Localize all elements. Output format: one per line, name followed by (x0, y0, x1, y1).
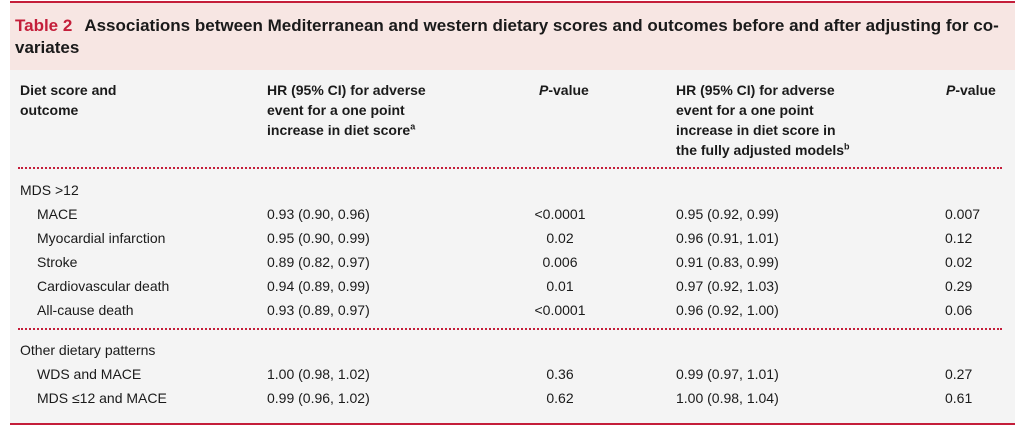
header-col2-line3-text: increase in diet score (267, 122, 411, 138)
header-col1-line1: Diet score and (20, 82, 117, 98)
bottom-rule (10, 423, 1015, 425)
table-title: Associations between Mediterranean and western dietary scores and outcomes before and after adjusting for co-variates (15, 16, 999, 57)
table-row (0, 386, 1023, 410)
row-p-value-2: 0.02 (945, 254, 973, 270)
header-col4-line4 (676, 140, 850, 160)
table-caption (15, 15, 1015, 59)
footnote-b-marker: b (844, 141, 850, 152)
section-label-other-dietary-patterns: Other dietary patterns (20, 342, 156, 358)
row-hr-unadjusted: 1.00 (0.98, 1.02) (267, 366, 370, 382)
header-col4-line3: increase in diet score in (676, 122, 836, 138)
header-diet-score-outcome (20, 80, 116, 120)
row-p-value-1: 0.006 (542, 254, 578, 270)
row-p-value-1: 0.62 (546, 390, 574, 406)
header-col2-line3 (267, 120, 426, 140)
row-hr-unadjusted: 0.93 (0.90, 0.96) (267, 206, 370, 222)
header-col4-line1: HR (95% CI) for adverse (676, 82, 835, 98)
table-label: Table 2 (15, 16, 73, 35)
row-p-value-2: 0.29 (945, 278, 973, 294)
header-p-value-2 (946, 80, 996, 100)
header-col4-line4-text: the fully adjusted models (676, 142, 845, 158)
row-outcome: Myocardial infarction (37, 230, 166, 246)
row-hr-adjusted: 0.96 (0.91, 1.01) (676, 230, 779, 246)
section-label-mds-gt-12: MDS >12 (20, 182, 79, 198)
row-p-value-2: 0.27 (945, 366, 973, 382)
footnote-a-marker: a (410, 121, 416, 132)
row-hr-adjusted: 0.95 (0.92, 0.99) (676, 206, 779, 222)
header-p2-italic: P (946, 82, 956, 98)
row-p-value-1: 0.01 (546, 278, 574, 294)
table-row (0, 274, 1023, 298)
row-outcome: Cardiovascular death (37, 278, 170, 294)
row-p-value-2: 0.06 (945, 302, 973, 318)
row-hr-unadjusted: 0.94 (0.89, 0.99) (267, 278, 370, 294)
row-p-value-2: 0.61 (945, 390, 973, 406)
header-col2-line2: event for a one point (267, 102, 405, 118)
table-row (0, 202, 1023, 226)
row-hr-adjusted: 0.91 (0.83, 0.99) (676, 254, 779, 270)
row-p-value-1: <0.0001 (534, 206, 586, 222)
header-col4-line2: event for a one point (676, 102, 814, 118)
row-p-value-1: <0.0001 (534, 302, 586, 318)
header-p1-rest: -value (548, 82, 589, 98)
header-p1-italic: P (539, 82, 549, 98)
table-row (0, 362, 1023, 386)
row-hr-adjusted: 0.99 (0.97, 1.01) (676, 366, 779, 382)
header-divider (18, 167, 1002, 169)
table-row (0, 226, 1023, 250)
table-row (0, 298, 1023, 322)
row-hr-adjusted: 0.97 (0.92, 1.03) (676, 278, 779, 294)
row-hr-unadjusted: 0.99 (0.96, 1.02) (267, 390, 370, 406)
row-p-value-1: 0.36 (546, 366, 574, 382)
row-p-value-2: 0.007 (945, 206, 981, 222)
header-hr-unadjusted (267, 80, 426, 140)
row-outcome: All-cause death (37, 302, 134, 318)
header-p-value-1 (539, 80, 589, 100)
row-hr-unadjusted: 0.93 (0.89, 0.97) (267, 302, 370, 318)
row-outcome: WDS and MACE (37, 366, 142, 382)
row-outcome: MDS ≤12 and MACE (37, 390, 167, 406)
row-p-value-2: 0.12 (945, 230, 973, 246)
row-hr-adjusted: 1.00 (0.98, 1.04) (676, 390, 779, 406)
header-p2-rest: -value (955, 82, 996, 98)
header-col1-line2: outcome (20, 102, 79, 118)
header-col2-line1: HR (95% CI) for adverse (267, 82, 426, 98)
row-hr-unadjusted: 0.95 (0.90, 0.99) (267, 230, 370, 246)
header-hr-adjusted (676, 80, 850, 160)
table-row (0, 250, 1023, 274)
row-hr-unadjusted: 0.89 (0.82, 0.97) (267, 254, 370, 270)
row-outcome: MACE (37, 206, 78, 222)
row-hr-adjusted: 0.96 (0.92, 1.00) (676, 302, 779, 318)
row-p-value-1: 0.02 (546, 230, 574, 246)
section-divider (18, 328, 1002, 330)
row-outcome: Stroke (37, 254, 78, 270)
